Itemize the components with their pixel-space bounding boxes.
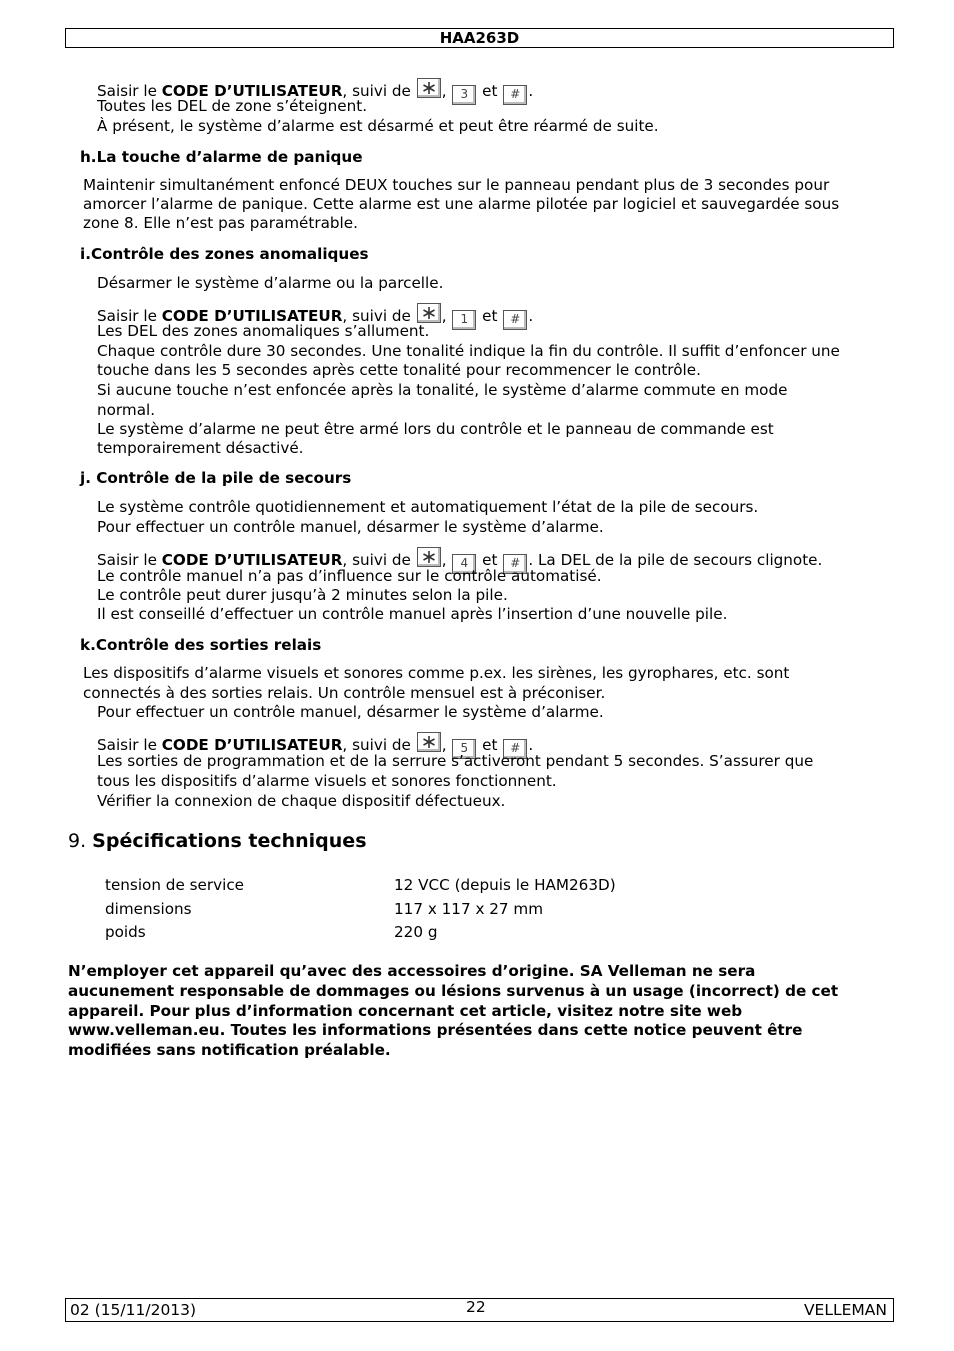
section-number: 9. [68, 830, 93, 852]
hash-key-icon: # [503, 85, 527, 105]
spec-label: poids [105, 923, 146, 941]
page-number: 22 [466, 1298, 486, 1316]
text-line: Le contrôle manuel n’a pas d’influence sur le contrôle automatisé. [97, 567, 602, 585]
notice-line: aucunement responsable de dommages ou lésions survenus à un usage (incorrect) de cet [68, 981, 839, 1000]
section-i-heading: i.Contrôle des zones anomaliques [80, 245, 369, 263]
section-9-title [68, 830, 367, 852]
text-line: Vérifier la connexion de chaque dispositif défectueux. [97, 792, 506, 810]
text-line: Il est conseillé d’effectuer un contrôle manuel après l’insertion d’une nouvelle pile. [97, 605, 728, 623]
text-line: amorcer l’alarme de panique. Cette alarme est une alarme pilotée par logiciel et sauvegardée sous [83, 195, 840, 213]
text-line: Si aucune touche n’est enfoncée après la tonalité, le système d’alarme commute en mode [97, 381, 788, 399]
star-key-icon [417, 732, 441, 752]
spec-value: 117 x 117 x 27 mm [394, 900, 544, 918]
page-header [65, 28, 894, 48]
section-title-text: Spécifications techniques [92, 830, 367, 852]
text-line: À présent, le système d’alarme est désarmé et peut être réarmé de suite. [97, 117, 659, 135]
text-line: Les sorties de programmation et de la serrure s’activeront pendant 5 secondes. S’assurer que [97, 752, 814, 770]
text-line: touche dans les 5 secondes après cette tonalité pour recommencer le contrôle. [97, 361, 701, 379]
text-line: Les dispositifs d’alarme visuels et sonores comme p.ex. les sirènes, les gyrophares, etc. sont [83, 664, 790, 682]
key-5-icon: 5 [452, 739, 476, 759]
model-number: HAA263D [439, 29, 520, 47]
text-line: connectés à des sorties relais. Un contrôle mensuel est à préconiser. [83, 684, 606, 702]
zone-check-instruction: Saisir le CODE D’UTILISATEUR, suivi de , 1 et # . [97, 303, 533, 330]
notice-line: appareil. Pour plus d’information concernant cet article, visitez notre site web [68, 1001, 743, 1020]
text-line: Chaque contrôle dure 30 secondes. Une tonalité indique la fin du contrôle. Il suffit d’enfoncer une [97, 342, 840, 360]
hash-key-icon: # [503, 310, 527, 330]
notice-line: modifiées sans notification préalable. [68, 1041, 391, 1060]
notice-line: www.velleman.eu. Toutes les informations présentées dans cette notice peuvent être [68, 1021, 803, 1040]
relay-check-instruction: Saisir le CODE D’UTILISATEUR, suivi de , 5 et # . [97, 732, 533, 759]
spec-label: dimensions [105, 900, 192, 918]
spec-value: 12 VCC (depuis le HAM263D) [394, 876, 616, 894]
hash-key-icon: # [503, 739, 527, 759]
spec-label: tension de service [105, 876, 245, 894]
text-line: Le système contrôle quotidiennement et automatiquement l’état de la pile de secours. [97, 498, 759, 516]
text-line: Maintenir simultanément enfoncé DEUX touches sur le panneau pendant plus de 3 secondes pour [83, 176, 830, 194]
hash-key-icon: # [503, 554, 527, 574]
key-3-icon: 3 [452, 85, 476, 105]
text-line: Toutes les DEL de zone s’éteignent. [97, 97, 368, 115]
notice-line: N’employer cet appareil qu’avec des accessoires d’origine. SA Velleman ne sera [68, 962, 756, 980]
text-line: temporairement désactivé. [97, 439, 304, 457]
key-1-icon: 1 [452, 310, 476, 330]
section-k-heading: k.Contrôle des sorties relais [80, 636, 322, 654]
section-h-heading: h.La touche d’alarme de panique [80, 148, 363, 166]
star-key-icon [417, 303, 441, 323]
text-line: normal. [97, 401, 156, 419]
text-line: Pour effectuer un contrôle manuel, désarmer le système d’alarme. [97, 703, 604, 721]
text-line: Le contrôle peut durer jusqu’à 2 minutes selon la pile. [97, 586, 508, 604]
brand-name: VELLEMAN [803, 1301, 887, 1319]
text-line: Le système d’alarme ne peut être armé lors du contrôle et le panneau de commande est [97, 420, 774, 438]
section-j-heading: j. Contrôle de la pile de secours [80, 469, 352, 487]
text-line: Désarmer le système d’alarme ou la parcelle. [97, 274, 444, 292]
document-version: 02 (15/11/2013) [70, 1301, 197, 1319]
star-key-icon [417, 78, 441, 98]
text-line: tous les dispositifs d’alarme visuels et sonores fonctionnent. [97, 772, 557, 790]
text-line: Les DEL des zones anomaliques s’allument. [97, 322, 430, 340]
legal-notice [68, 962, 898, 1061]
battery-check-instruction: Saisir le CODE D’UTILISATEUR, suivi de , 4 et # . La DEL de la pile de secours clignote. [97, 547, 822, 574]
text-line: zone 8. Elle n’est pas paramétrable. [83, 214, 358, 232]
text-line: Pour effectuer un contrôle manuel, désarmer le système d’alarme. [97, 518, 604, 536]
spec-value: 220 g [394, 923, 438, 941]
key-4-icon: 4 [452, 554, 476, 574]
disarm-instruction: Saisir le CODE D’UTILISATEUR, suivi de , 3 et # . [97, 78, 533, 105]
star-key-icon [417, 547, 441, 567]
